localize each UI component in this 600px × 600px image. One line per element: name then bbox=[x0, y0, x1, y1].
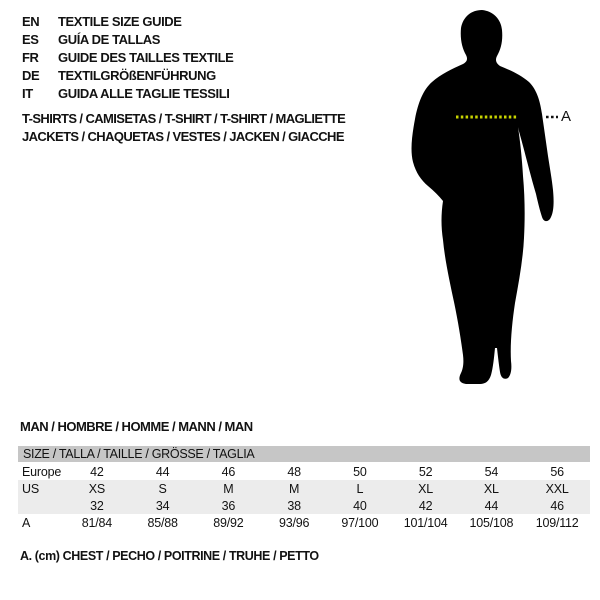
table-cell: L bbox=[356, 481, 364, 496]
size-table-header: SIZE / TALLA / TAILLE / GRÖSSE / TAGLIA bbox=[18, 446, 590, 462]
table-cell: 89/92 bbox=[213, 515, 244, 530]
measurement-footnote: A. (cm) CHEST / PECHO / POITRINE / TRUHE / PETTO bbox=[20, 549, 319, 563]
table-cell: 101/104 bbox=[403, 515, 448, 530]
table-cell: S bbox=[158, 481, 167, 496]
table-cell: 46 bbox=[550, 498, 564, 513]
table-cell: 109/112 bbox=[535, 515, 579, 530]
table-cell: 48 bbox=[287, 464, 301, 479]
guide-title: TEXTILGRÖßENFÜHRUNG bbox=[58, 68, 216, 83]
table-row-us-numeric bbox=[18, 497, 590, 514]
table-cell: 42 bbox=[418, 498, 433, 513]
size-table bbox=[18, 446, 590, 531]
row-label: US bbox=[22, 481, 39, 496]
table-cell: 38 bbox=[287, 498, 301, 513]
row-label: A bbox=[22, 515, 31, 530]
table-cell: 85/88 bbox=[147, 515, 178, 530]
table-row-europe bbox=[18, 463, 590, 480]
table-row-chest bbox=[18, 514, 590, 531]
table-cell: 46 bbox=[221, 464, 236, 479]
table-cell: XL bbox=[418, 481, 434, 496]
row-label: Europe bbox=[22, 464, 62, 479]
table-cell: 52 bbox=[418, 464, 433, 479]
guide-title: GUÍA DE TALLAS bbox=[58, 32, 161, 47]
guide-title: GUIDA ALLE TAGLIE TESSILI bbox=[58, 86, 230, 101]
table-cell: 34 bbox=[155, 498, 170, 513]
section-title-man: MAN / HOMBRE / HOMME / MANN / MAN bbox=[20, 419, 253, 434]
guide-title: GUIDE DES TAILLES TEXTILE bbox=[58, 50, 234, 65]
table-cell: 97/100 bbox=[341, 515, 379, 530]
table-cell: M bbox=[289, 481, 300, 496]
table-row-us bbox=[18, 480, 590, 497]
table-cell: 44 bbox=[155, 464, 170, 479]
table-cell: 40 bbox=[353, 498, 367, 513]
language-code: DE bbox=[22, 68, 40, 83]
language-code: EN bbox=[22, 14, 40, 29]
language-code: ES bbox=[22, 32, 39, 47]
language-code: FR bbox=[22, 50, 39, 65]
table-cell: 32 bbox=[90, 498, 104, 513]
category-jackets: JACKETS / CHAQUETAS / VESTES / JACKEN / GIACCHE bbox=[22, 129, 344, 144]
table-cell: 105/108 bbox=[469, 515, 514, 530]
category-tshirts: T-SHIRTS / CAMISETAS / T-SHIRT / T-SHIRT / MAGLIETTE bbox=[22, 111, 346, 126]
table-cell: XXL bbox=[545, 481, 569, 496]
table-cell: 93/96 bbox=[278, 515, 310, 530]
table-cell: 50 bbox=[353, 464, 367, 479]
table-cell: 56 bbox=[550, 464, 564, 479]
table-cell: 81/84 bbox=[81, 515, 113, 530]
table-cell: XS bbox=[88, 481, 106, 496]
table-cell: 44 bbox=[484, 498, 499, 513]
table-cell: 36 bbox=[221, 498, 236, 513]
language-code: IT bbox=[22, 86, 33, 101]
table-cell: XL bbox=[483, 481, 499, 496]
table-cell: 54 bbox=[484, 464, 499, 479]
guide-title: TEXTILE SIZE GUIDE bbox=[58, 14, 182, 29]
measure-label-a: A bbox=[561, 108, 571, 125]
man-silhouette bbox=[412, 10, 554, 384]
table-cell: M bbox=[223, 481, 234, 496]
table-cell: 42 bbox=[90, 464, 104, 479]
